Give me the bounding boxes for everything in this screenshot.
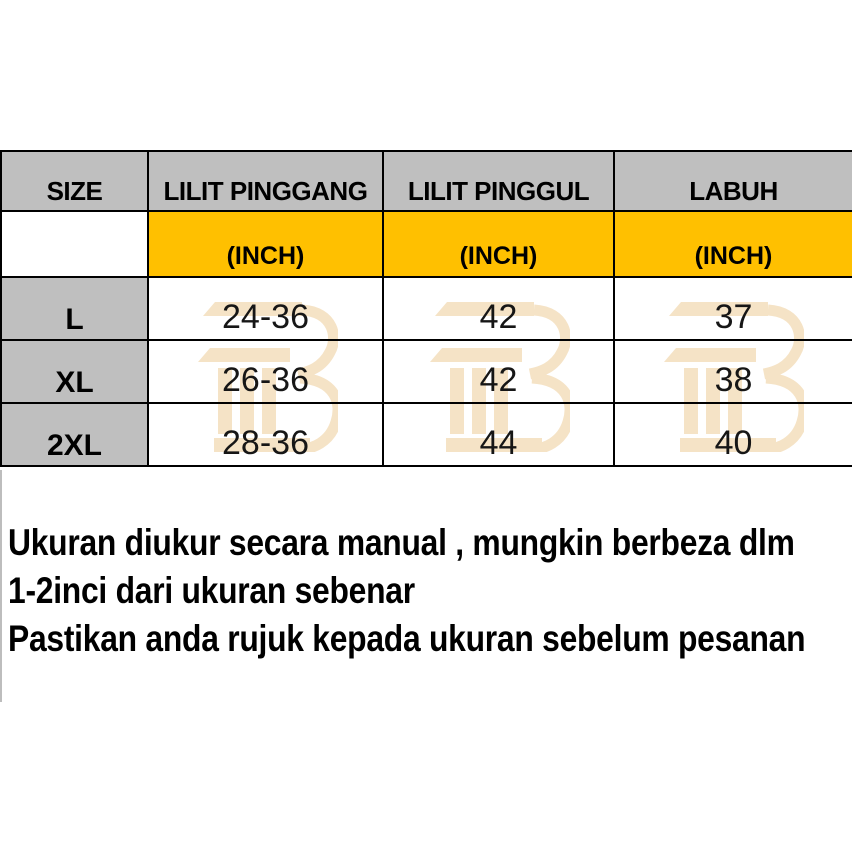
column-header-size: SIZE <box>1 151 148 211</box>
unit-cell-pinggul: (INCH) <box>383 211 614 277</box>
column-header-labuh: LABUH <box>614 151 852 211</box>
table-header-row <box>1 151 852 211</box>
table-row <box>1 340 852 403</box>
note-disclaimer <box>8 519 852 615</box>
column-header-pinggul: LILIT PINGGUL <box>383 151 614 211</box>
note-line-1: Ukuran diukur secara manual , mungkin berbeza dlm <box>8 522 795 563</box>
pinggang-value: 24-36 <box>148 277 383 340</box>
left-edge-guide-line <box>0 470 2 702</box>
table-row <box>1 277 852 340</box>
note-line-3: Pastikan anda rujuk kepada ukuran sebelum pesanan <box>8 618 806 659</box>
size-chart-table <box>0 150 852 467</box>
pinggul-value: 42 <box>383 277 614 340</box>
note-reminder <box>8 615 852 663</box>
table-row <box>1 403 852 466</box>
unit-cell-labuh: (INCH) <box>614 211 852 277</box>
table-unit-row <box>1 211 852 277</box>
pinggang-value: 28-36 <box>148 403 383 466</box>
unit-cell-empty <box>1 211 148 277</box>
labuh-value: 40 <box>614 403 852 466</box>
column-header-pinggang: LILIT PINGGANG <box>148 151 383 211</box>
pinggul-value: 42 <box>383 340 614 403</box>
labuh-value: 38 <box>614 340 852 403</box>
measurement-notes <box>8 519 852 663</box>
pinggul-value: 44 <box>383 403 614 466</box>
labuh-value: 37 <box>614 277 852 340</box>
size-label: 2XL <box>1 403 148 466</box>
note-line-2: 1-2inci dari ukuran sebenar <box>8 570 415 611</box>
unit-cell-pinggang: (INCH) <box>148 211 383 277</box>
pinggang-value: 26-36 <box>148 340 383 403</box>
size-label: L <box>1 277 148 340</box>
size-label: XL <box>1 340 148 403</box>
